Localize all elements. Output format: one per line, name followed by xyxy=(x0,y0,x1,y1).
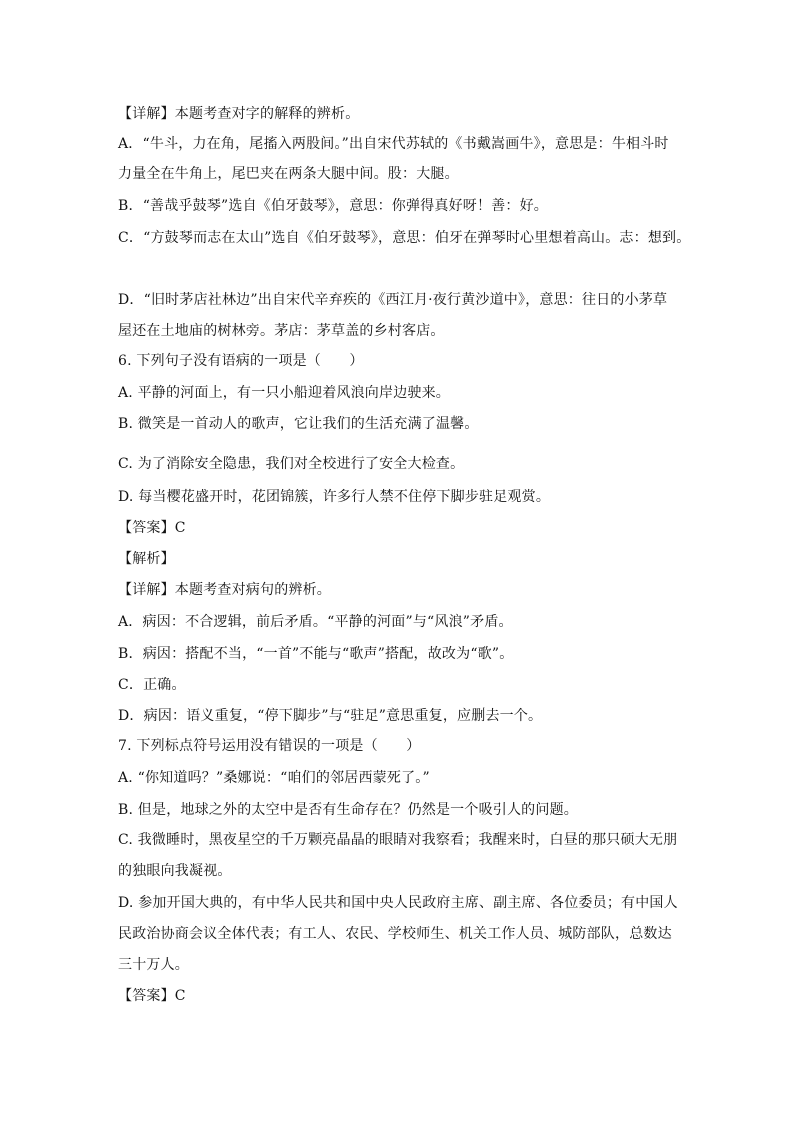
text-line-option-a: A．“牛斗，力在角，尾搐入两股间。”出自宋代苏轼的《书戴嵩画牛》，意思是：牛相斗时 xyxy=(118,136,669,152)
question-6-detail-c: C．正确。 xyxy=(118,677,186,693)
question-7-option-d: D. 参加开国大典的，有中华人民共和国中央人民政府主席、副主席、各位委员；有中国人 xyxy=(118,895,678,911)
question-7-option-b: B. 但是，地球之外的太空中是否有生命存在？仍然是一个吸引人的问题。 xyxy=(118,802,578,818)
question-6-detail-b: B．病因：搭配不当，“一首”不能与“歌声”搭配，故改为“歌”。 xyxy=(118,646,514,662)
question-7-answer: 【答案】C xyxy=(118,988,186,1004)
question-7-stem: 7. 下列标点符号运用没有错误的一项是（ ） xyxy=(118,738,421,754)
question-6-option-d: D. 每当樱花盛开时，花团锦簇，许多行人禁不住停下脚步驻足观赏。 xyxy=(118,489,551,505)
question-7-option-d-cont2: 三十万人。 xyxy=(118,957,189,973)
question-6-answer: 【答案】C xyxy=(118,520,186,536)
question-7-option-a: A. “你知道吗？”桑娜说：“咱们的邻居西蒙死了。” xyxy=(118,770,430,786)
question-6-option-b: B. 微笑是一首动人的歌声，它让我们的生活充满了温馨。 xyxy=(118,416,479,432)
text-line-detail-heading: 【详解】本题考查对字的解释的辨析。 xyxy=(118,106,360,122)
text-line-option-c: C．“方鼓琴而志在太山”选自《伯牙鼓琴》，意思：伯牙在弹琴时心里想着高山。志：想到。 xyxy=(118,230,691,246)
question-6-option-a: A. 平静的河面上，有一只小船迎着风浪向岸边驶来。 xyxy=(118,385,451,401)
question-6-detail: 【详解】本题考查对病句的辨析。 xyxy=(118,582,331,598)
question-6-detail-d: D．病因：语义重复，“停下脚步”与“驻足”意思重复，应删去一个。 xyxy=(118,708,543,724)
text-line-option-d: D．“旧时茅店社林边”出自宋代辛弃疾的《西江月·夜行黄沙道中》，意思：往日的小茅草 xyxy=(118,292,668,308)
question-7-option-d-cont: 民政治协商会议全体代表；有工人、农民、学校师生、机关工作人员、城防部队，总数达 xyxy=(118,926,672,942)
question-6-detail-a: A．病因：不合逻辑，前后矛盾。“平静的河面”与“风浪”矛盾。 xyxy=(118,614,513,630)
question-7-option-c: C. 我微睡时，黑夜星空的千万颗亮晶晶的眼睛对我察看；我醒来时，白昼的那只硕大无朋 xyxy=(118,832,678,848)
text-line-option-a-cont: 力量全在牛角上，尾巴夹在两条大腿中间。股：大腿。 xyxy=(118,166,459,182)
question-6-analysis-heading: 【解析】 xyxy=(118,551,175,567)
text-line-option-d-cont: 屋还在土地庙的树林旁。茅店：茅草盖的乡村客店。 xyxy=(118,323,445,339)
text-line-option-b: B．“善哉乎鼓琴”选自《伯牙鼓琴》，意思：你弹得真好呀！善：好。 xyxy=(118,198,549,214)
question-7-option-c-cont: 的独眼向我凝视。 xyxy=(118,863,232,879)
question-6-option-c: C. 为了消除安全隐患，我们对全校进行了安全大检查。 xyxy=(118,456,465,472)
question-6-stem: 6. 下列句子没有语病的一项是（ ） xyxy=(118,353,364,369)
